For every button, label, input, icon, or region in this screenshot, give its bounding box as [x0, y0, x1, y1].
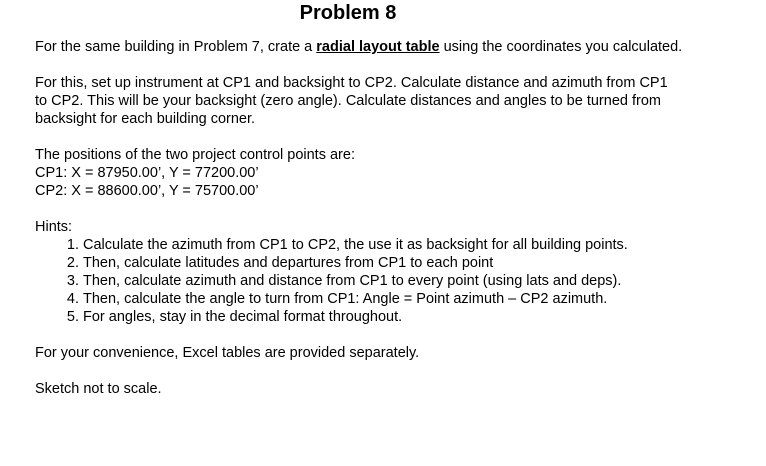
convenience-note: For your convenience, Excel tables are provided separately.	[35, 345, 420, 361]
hint-item: 5. For angles, stay in the decimal format throughout.	[83, 308, 755, 326]
setup-line: to CP2. This will be your backsight (zero angle). Calculate distances and angles to be turned from	[35, 93, 661, 109]
hint-item: 2. Then, calculate latitudes and departures from CP1 to each point	[83, 254, 755, 272]
hint-item: 4. Then, calculate the angle to turn from CP1: Angle = Point azimuth – CP2 azimuth.	[83, 290, 755, 308]
sketch-note: Sketch not to scale.	[35, 381, 162, 397]
hint-item: 3. Then, calculate azimuth and distance from CP1 to every point (using lats and deps).	[83, 272, 755, 290]
hint-item: 1. Calculate the azimuth from CP1 to CP2, the use it as backsight for all building points.	[83, 236, 755, 254]
control-point-cp2: CP2: X = 88600.00’, Y = 75700.00’	[35, 183, 259, 199]
positions-heading: The positions of the two project control points are:	[35, 147, 355, 163]
control-point-cp1: CP1: X = 87950.00’, Y = 77200.00’	[35, 165, 259, 181]
hints-list	[35, 236, 755, 326]
intro-paragraph	[35, 38, 755, 56]
intro-emphasis: radial layout table	[316, 39, 440, 55]
problem-body	[35, 38, 755, 398]
page-title: Problem 8	[299, 2, 397, 24]
setup-line: backsight for each building corner.	[35, 111, 256, 127]
intro-text-before: For the same building in Problem 7, crate a	[35, 39, 317, 55]
intro-text-after: using the coordinates you calculated.	[439, 39, 683, 55]
hints-heading: Hints:	[35, 219, 73, 235]
setup-line: For this, set up instrument at CP1 and backsight to CP2. Calculate distance and azimuth from CP1	[35, 75, 668, 91]
